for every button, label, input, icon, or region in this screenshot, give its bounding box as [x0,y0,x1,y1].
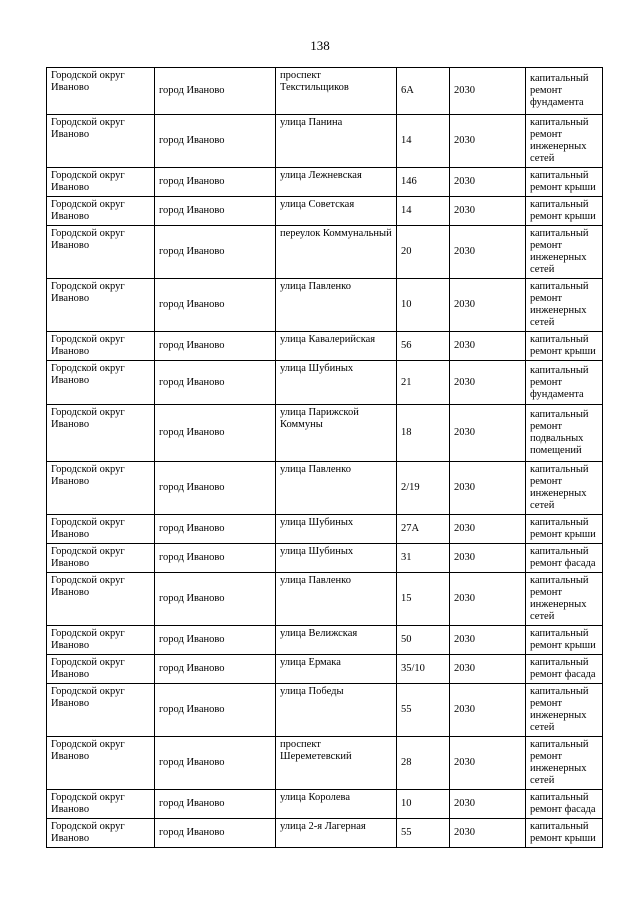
city-cell: город Иваново [155,168,276,197]
work-type-cell: капитальный ремонт подвальных помещений [526,405,603,462]
district-cell: Городской округ Иваново [47,168,155,197]
work-type-cell: капитальный ремонт крыши [526,819,603,848]
district-cell: Городской округ Иваново [47,197,155,226]
street-cell: улица Павленко [276,462,397,515]
table-row [47,462,603,515]
house-number-cell: 56 [397,332,450,361]
house-number-cell: 10 [397,279,450,332]
street-cell: улица Павленко [276,573,397,626]
city-cell: город Иваново [155,226,276,279]
street-cell: улица Кавалерийская [276,332,397,361]
city-cell: город Иваново [155,737,276,790]
city-cell: город Иваново [155,361,276,405]
street-cell: улица Павленко [276,279,397,332]
district-cell: Городской округ Иваново [47,737,155,790]
house-number-cell: 2/19 [397,462,450,515]
table-row [47,405,603,462]
year-cell: 2030 [450,684,526,737]
city-cell: город Иваново [155,626,276,655]
street-cell: улица Победы [276,684,397,737]
district-cell: Городской округ Иваново [47,226,155,279]
house-number-cell: 18 [397,405,450,462]
house-number-cell: 21 [397,361,450,405]
house-number-cell: 6А [397,68,450,115]
page-number: 138 [310,38,330,53]
street-cell: улица Советская [276,197,397,226]
work-type-cell: капитальный ремонт фундамента [526,361,603,405]
house-number-cell: 27А [397,515,450,544]
table-row [47,332,603,361]
street-cell: переулок Коммунальный [276,226,397,279]
table-row [47,790,603,819]
year-cell: 2030 [450,737,526,790]
house-number-cell: 14 [397,197,450,226]
year-cell: 2030 [450,626,526,655]
table-row [47,684,603,737]
city-cell: город Иваново [155,573,276,626]
year-cell: 2030 [450,197,526,226]
table-row [47,573,603,626]
district-cell: Городской округ Иваново [47,819,155,848]
district-cell: Городской округ Иваново [47,626,155,655]
work-type-cell: капитальный ремонт инженерных сетей [526,573,603,626]
district-cell: Городской округ Иваново [47,515,155,544]
table-row [47,626,603,655]
work-type-cell: капитальный ремонт крыши [526,197,603,226]
city-cell: город Иваново [155,115,276,168]
house-number-cell: 20 [397,226,450,279]
city-cell: город Иваново [155,462,276,515]
district-cell: Городской округ Иваново [47,332,155,361]
house-number-cell: 55 [397,684,450,737]
street-cell: проспект Текстильщиков [276,68,397,115]
street-cell: улица Шубиных [276,361,397,405]
table-row [47,655,603,684]
house-number-cell: 10 [397,790,450,819]
district-cell: Городской округ Иваново [47,405,155,462]
work-type-cell: капитальный ремонт фасада [526,655,603,684]
house-number-cell: 28 [397,737,450,790]
district-cell: Городской округ Иваново [47,573,155,626]
year-cell: 2030 [450,405,526,462]
table-row [47,544,603,573]
table-row [47,68,603,115]
city-cell: город Иваново [155,819,276,848]
housing-repair-table [46,67,603,848]
year-cell: 2030 [450,332,526,361]
district-cell: Городской округ Иваново [47,790,155,819]
year-cell: 2030 [450,573,526,626]
district-cell: Городской округ Иваново [47,655,155,684]
street-cell: улица 2-я Лагерная [276,819,397,848]
street-cell: проспект Шереметевский [276,737,397,790]
work-type-cell: капитальный ремонт фасада [526,544,603,573]
district-cell: Городской округ Иваново [47,361,155,405]
work-type-cell: капитальный ремонт крыши [526,168,603,197]
work-type-cell: капитальный ремонт фундамента [526,68,603,115]
year-cell: 2030 [450,819,526,848]
table-row [47,226,603,279]
table-row [47,168,603,197]
table-row [47,279,603,332]
district-cell: Городской округ Иваново [47,115,155,168]
city-cell: город Иваново [155,279,276,332]
table-row [47,515,603,544]
table-row [47,361,603,405]
street-cell: улица Лежневская [276,168,397,197]
city-cell: город Иваново [155,197,276,226]
work-type-cell: капитальный ремонт крыши [526,626,603,655]
house-number-cell: 15 [397,573,450,626]
work-type-cell: капитальный ремонт фасада [526,790,603,819]
work-type-cell: капитальный ремонт инженерных сетей [526,462,603,515]
district-cell: Городской округ Иваново [47,462,155,515]
work-type-cell: капитальный ремонт инженерных сетей [526,737,603,790]
year-cell: 2030 [450,168,526,197]
house-number-cell: 35/10 [397,655,450,684]
house-number-cell: 14 [397,115,450,168]
year-cell: 2030 [450,115,526,168]
city-cell: город Иваново [155,68,276,115]
house-number-cell: 146 [397,168,450,197]
street-cell: улица Королева [276,790,397,819]
city-cell: город Иваново [155,515,276,544]
year-cell: 2030 [450,544,526,573]
house-number-cell: 55 [397,819,450,848]
house-number-cell: 50 [397,626,450,655]
city-cell: город Иваново [155,405,276,462]
street-cell: улица Панина [276,115,397,168]
district-cell: Городской округ Иваново [47,544,155,573]
city-cell: город Иваново [155,790,276,819]
district-cell: Городской округ Иваново [47,279,155,332]
year-cell: 2030 [450,790,526,819]
year-cell: 2030 [450,515,526,544]
table-row [47,197,603,226]
street-cell: улица Ермака [276,655,397,684]
year-cell: 2030 [450,226,526,279]
table-row [47,819,603,848]
year-cell: 2030 [450,68,526,115]
work-type-cell: капитальный ремонт инженерных сетей [526,684,603,737]
year-cell: 2030 [450,279,526,332]
year-cell: 2030 [450,655,526,684]
work-type-cell: капитальный ремонт крыши [526,332,603,361]
city-cell: город Иваново [155,544,276,573]
street-cell: улица Парижской Коммуны [276,405,397,462]
city-cell: город Иваново [155,655,276,684]
district-cell: Городской округ Иваново [47,684,155,737]
city-cell: город Иваново [155,332,276,361]
table-body [47,68,603,848]
street-cell: улица Шубиных [276,544,397,573]
street-cell: улица Велижская [276,626,397,655]
work-type-cell: капитальный ремонт инженерных сетей [526,226,603,279]
table-row [47,737,603,790]
year-cell: 2030 [450,361,526,405]
house-number-cell: 31 [397,544,450,573]
year-cell: 2030 [450,462,526,515]
table-row [47,115,603,168]
work-type-cell: капитальный ремонт крыши [526,515,603,544]
work-type-cell: капитальный ремонт инженерных сетей [526,279,603,332]
district-cell: Городской округ Иваново [47,68,155,115]
street-cell: улица Шубиных [276,515,397,544]
work-type-cell: капитальный ремонт инженерных сетей [526,115,603,168]
city-cell: город Иваново [155,684,276,737]
